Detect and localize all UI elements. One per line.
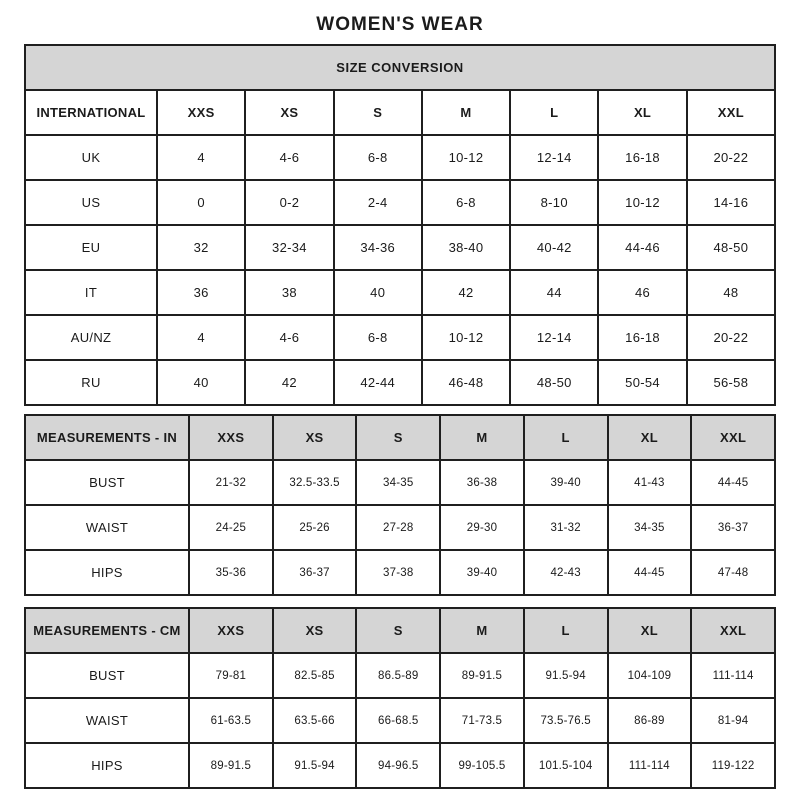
table-row-ru [25, 360, 775, 405]
header-cell-xxl: XXL [691, 415, 775, 460]
table-cell: 44-45 [608, 550, 692, 595]
table-cell: 81-94 [691, 698, 775, 743]
measurements-in-title: MEASUREMENTS - IN [25, 415, 189, 460]
table-cell: 101.5-104 [524, 743, 608, 788]
header-cell-l: L [524, 608, 608, 653]
table-cell: 4-6 [245, 135, 333, 180]
size-conversion-title-row [25, 45, 775, 90]
table-cell: 39-40 [524, 460, 608, 505]
table-cell: 10-12 [422, 135, 510, 180]
table-cell: 61-63.5 [189, 698, 273, 743]
size-conversion-title: SIZE CONVERSION [25, 45, 775, 90]
header-cell-xs: XS [273, 415, 357, 460]
measurements-in-table [24, 414, 776, 596]
measurements-cm-table [24, 607, 776, 789]
table-cell: 94-96.5 [356, 743, 440, 788]
row-label: US [25, 180, 157, 225]
header-cell-s: S [356, 415, 440, 460]
table-cell: 20-22 [687, 315, 775, 360]
table-cell: 27-28 [356, 505, 440, 550]
table-row-hips-in [25, 550, 775, 595]
table-cell: 48-50 [510, 360, 598, 405]
table-cell: 6-8 [422, 180, 510, 225]
table-cell: 34-35 [608, 505, 692, 550]
table-cell: 82.5-85 [273, 653, 357, 698]
table-cell: 40 [157, 360, 245, 405]
table-cell: 34-35 [356, 460, 440, 505]
table-row-aunz [25, 315, 775, 360]
table-cell: 4-6 [245, 315, 333, 360]
header-cell-xxs: XXS [189, 415, 273, 460]
page-title: WOMEN'S WEAR [316, 14, 484, 35]
table-cell: 42 [422, 270, 510, 315]
table-cell: 111-114 [691, 653, 775, 698]
table-cell: 119-122 [691, 743, 775, 788]
table-cell: 29-30 [440, 505, 524, 550]
header-cell-s: S [334, 90, 422, 135]
table-cell: 12-14 [510, 315, 598, 360]
table-cell: 20-22 [687, 135, 775, 180]
table-cell: 89-91.5 [440, 653, 524, 698]
table-cell: 41-43 [608, 460, 692, 505]
table-cell: 31-32 [524, 505, 608, 550]
table-cell: 50-54 [598, 360, 686, 405]
table-cell: 32-34 [245, 225, 333, 270]
table-cell: 42-43 [524, 550, 608, 595]
table-cell: 44 [510, 270, 598, 315]
header-cell-m: M [422, 90, 510, 135]
table-cell: 16-18 [598, 315, 686, 360]
table-cell: 34-36 [334, 225, 422, 270]
table-cell: 38-40 [422, 225, 510, 270]
table-cell: 63.5-66 [273, 698, 357, 743]
table-cell: 42 [245, 360, 333, 405]
row-label: RU [25, 360, 157, 405]
table-cell: 32.5-33.5 [273, 460, 357, 505]
header-cell-xxl: XXL [687, 90, 775, 135]
row-label: EU [25, 225, 157, 270]
table-cell: 73.5-76.5 [524, 698, 608, 743]
header-cell-xs: XS [273, 608, 357, 653]
table-cell: 25-26 [273, 505, 357, 550]
header-cell-xxs: XXS [189, 608, 273, 653]
table-cell: 36 [157, 270, 245, 315]
table-cell: 42-44 [334, 360, 422, 405]
table-cell: 104-109 [608, 653, 692, 698]
row-label: AU/NZ [25, 315, 157, 360]
table-row-uk [25, 135, 775, 180]
header-cell-xl: XL [598, 90, 686, 135]
table-cell: 10-12 [598, 180, 686, 225]
header-cell-l: L [510, 90, 598, 135]
table-cell: 71-73.5 [440, 698, 524, 743]
table-cell: 91.5-94 [273, 743, 357, 788]
table-row-bust-in [25, 460, 775, 505]
row-label: IT [25, 270, 157, 315]
table-cell: 6-8 [334, 315, 422, 360]
table-cell: 35-36 [189, 550, 273, 595]
table-row-hips-cm [25, 743, 775, 788]
table-cell: 6-8 [334, 135, 422, 180]
table-cell: 86-89 [608, 698, 692, 743]
table-cell: 36-38 [440, 460, 524, 505]
table-cell: 2-4 [334, 180, 422, 225]
table-cell: 8-10 [510, 180, 598, 225]
table-row-bust-cm [25, 653, 775, 698]
table-cell: 39-40 [440, 550, 524, 595]
row-label: BUST [25, 460, 189, 505]
table-cell: 16-18 [598, 135, 686, 180]
table-cell: 89-91.5 [189, 743, 273, 788]
table-cell: 46-48 [422, 360, 510, 405]
row-label: UK [25, 135, 157, 180]
table-row-waist-in [25, 505, 775, 550]
measurements-cm-header-row [25, 608, 775, 653]
table-cell: 36-37 [691, 505, 775, 550]
table-cell: 21-32 [189, 460, 273, 505]
table-cell: 47-48 [691, 550, 775, 595]
header-cell-l: L [524, 415, 608, 460]
size-conversion-header-row [25, 90, 775, 135]
row-label: HIPS [25, 743, 189, 788]
table-cell: 99-105.5 [440, 743, 524, 788]
header-cell-xl: XL [608, 415, 692, 460]
header-cell-xxl: XXL [691, 608, 775, 653]
table-cell: 38 [245, 270, 333, 315]
table-cell: 4 [157, 135, 245, 180]
table-cell: 48 [687, 270, 775, 315]
table-cell: 37-38 [356, 550, 440, 595]
table-cell: 66-68.5 [356, 698, 440, 743]
table-cell: 0 [157, 180, 245, 225]
table-cell: 4 [157, 315, 245, 360]
table-cell: 40-42 [510, 225, 598, 270]
row-label: WAIST [25, 698, 189, 743]
table-cell: 48-50 [687, 225, 775, 270]
table-cell: 32 [157, 225, 245, 270]
table-cell: 44-46 [598, 225, 686, 270]
table-row-it [25, 270, 775, 315]
table-cell: 86.5-89 [356, 653, 440, 698]
table-cell: 40 [334, 270, 422, 315]
row-label: HIPS [25, 550, 189, 595]
measurements-cm-title: MEASUREMENTS - CM [25, 608, 189, 653]
table-cell: 0-2 [245, 180, 333, 225]
header-cell-s: S [356, 608, 440, 653]
measurements-in-header-row [25, 415, 775, 460]
header-cell-m: M [440, 608, 524, 653]
header-cell-xs: XS [245, 90, 333, 135]
table-cell: 111-114 [608, 743, 692, 788]
table-cell: 10-12 [422, 315, 510, 360]
table-cell: 79-81 [189, 653, 273, 698]
size-conversion-table [24, 44, 776, 406]
row-label: WAIST [25, 505, 189, 550]
table-row-eu [25, 225, 775, 270]
table-cell: 12-14 [510, 135, 598, 180]
table-cell: 46 [598, 270, 686, 315]
header-cell-xxs: XXS [157, 90, 245, 135]
table-row-us [25, 180, 775, 225]
table-cell: 56-58 [687, 360, 775, 405]
row-label: BUST [25, 653, 189, 698]
table-cell: 91.5-94 [524, 653, 608, 698]
table-row-waist-cm [25, 698, 775, 743]
table-cell: 44-45 [691, 460, 775, 505]
table-cell: 36-37 [273, 550, 357, 595]
header-cell-international: INTERNATIONAL [25, 90, 157, 135]
table-cell: 24-25 [189, 505, 273, 550]
header-cell-xl: XL [608, 608, 692, 653]
header-cell-m: M [440, 415, 524, 460]
table-cell: 14-16 [687, 180, 775, 225]
